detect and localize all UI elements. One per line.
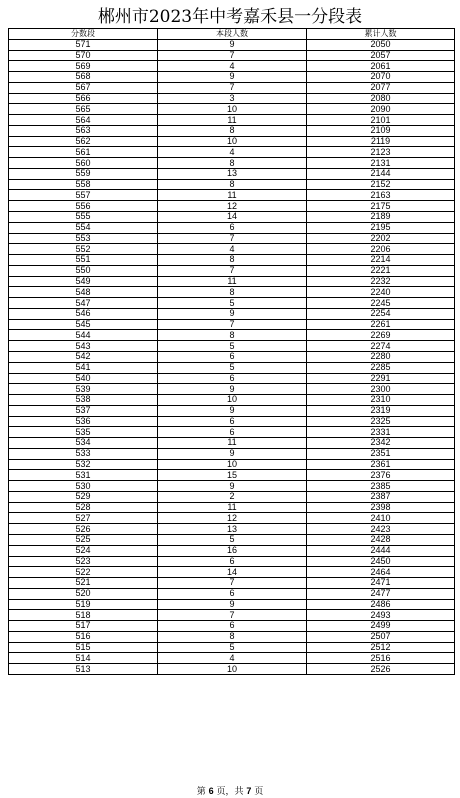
cell-cumulative: 2423 (307, 524, 455, 535)
cell-score: 531 (9, 470, 158, 481)
cell-score: 533 (9, 448, 158, 459)
table-header-row (9, 29, 455, 40)
table-row (9, 244, 455, 255)
table-row (9, 201, 455, 212)
cell-count: 11 (158, 502, 307, 513)
cell-count: 14 (158, 212, 307, 223)
page-title: 郴州市2023年中考嘉禾县一分段表 (97, 7, 363, 27)
cell-score: 550 (9, 265, 158, 276)
table-row (9, 351, 455, 362)
cell-score: 546 (9, 308, 158, 319)
cell-score: 535 (9, 427, 158, 438)
cell-score: 559 (9, 168, 158, 179)
cell-score: 524 (9, 545, 158, 556)
table-row (9, 115, 455, 126)
table-row (9, 212, 455, 223)
cell-cumulative: 2240 (307, 287, 455, 298)
cell-cumulative: 2202 (307, 233, 455, 244)
cell-cumulative: 2325 (307, 416, 455, 427)
cell-cumulative: 2090 (307, 104, 455, 115)
cell-score: 566 (9, 93, 158, 104)
table-row (9, 319, 455, 330)
cell-count: 11 (158, 276, 307, 287)
table-row (9, 255, 455, 266)
cell-cumulative: 2450 (307, 556, 455, 567)
table-row (9, 470, 455, 481)
cell-cumulative: 2331 (307, 427, 455, 438)
cell-score: 513 (9, 664, 158, 675)
cell-cumulative: 2516 (307, 653, 455, 664)
cell-cumulative: 2444 (307, 545, 455, 556)
cell-count: 9 (158, 384, 307, 395)
cell-count: 9 (158, 39, 307, 50)
table-row (9, 524, 455, 535)
cell-cumulative: 2274 (307, 341, 455, 352)
table-row (9, 631, 455, 642)
cell-score: 542 (9, 351, 158, 362)
cell-count: 8 (158, 125, 307, 136)
cell-count: 6 (158, 427, 307, 438)
table-row (9, 427, 455, 438)
cell-score: 526 (9, 524, 158, 535)
cell-count: 10 (158, 104, 307, 115)
cell-count: 15 (158, 470, 307, 481)
cell-cumulative: 2070 (307, 72, 455, 83)
cell-cumulative: 2310 (307, 395, 455, 406)
table-row (9, 190, 455, 201)
cell-score: 532 (9, 459, 158, 470)
cell-score: 558 (9, 179, 158, 190)
cell-count: 6 (158, 351, 307, 362)
cell-cumulative: 2057 (307, 50, 455, 61)
table-row (9, 481, 455, 492)
cell-count: 4 (158, 61, 307, 72)
cell-cumulative: 2152 (307, 179, 455, 190)
cell-score: 521 (9, 578, 158, 589)
cell-score: 536 (9, 416, 158, 427)
cell-cumulative: 2428 (307, 534, 455, 545)
table-row (9, 438, 455, 449)
cell-count: 7 (158, 265, 307, 276)
cell-count: 7 (158, 50, 307, 61)
cell-cumulative: 2080 (307, 93, 455, 104)
cell-score: 545 (9, 319, 158, 330)
cell-score: 525 (9, 534, 158, 545)
cell-score: 547 (9, 298, 158, 309)
cell-cumulative: 2526 (307, 664, 455, 675)
cell-score: 569 (9, 61, 158, 72)
cell-count: 10 (158, 136, 307, 147)
cell-cumulative: 2123 (307, 147, 455, 158)
table-row (9, 93, 455, 104)
cell-cumulative: 2221 (307, 265, 455, 276)
cell-count: 14 (158, 567, 307, 578)
table-row (9, 61, 455, 72)
cell-count: 9 (158, 481, 307, 492)
cell-score: 552 (9, 244, 158, 255)
score-table-container (8, 28, 454, 675)
cell-score: 556 (9, 201, 158, 212)
cell-cumulative: 2398 (307, 502, 455, 513)
cell-score: 553 (9, 233, 158, 244)
cell-score: 571 (9, 39, 158, 50)
table-row (9, 125, 455, 136)
cell-cumulative: 2300 (307, 384, 455, 395)
cell-count: 7 (158, 233, 307, 244)
table-row (9, 147, 455, 158)
cell-count: 10 (158, 459, 307, 470)
cell-count: 11 (158, 438, 307, 449)
cell-count: 2 (158, 491, 307, 502)
cell-score: 539 (9, 384, 158, 395)
cell-cumulative: 2144 (307, 168, 455, 179)
cell-score: 557 (9, 190, 158, 201)
table-row (9, 233, 455, 244)
cell-score: 540 (9, 373, 158, 384)
table-row (9, 179, 455, 190)
cell-score: 548 (9, 287, 158, 298)
cell-count: 6 (158, 621, 307, 632)
cell-score: 563 (9, 125, 158, 136)
cell-score: 530 (9, 481, 158, 492)
cell-count: 3 (158, 93, 307, 104)
table-row (9, 642, 455, 653)
table-row (9, 373, 455, 384)
cell-cumulative: 2351 (307, 448, 455, 459)
cell-count: 9 (158, 308, 307, 319)
cell-count: 6 (158, 588, 307, 599)
page-footer (0, 786, 460, 797)
cell-count: 6 (158, 222, 307, 233)
cell-count: 7 (158, 82, 307, 93)
footer-prefix: 第 (196, 787, 209, 797)
cell-score: 564 (9, 115, 158, 126)
cell-cumulative: 2245 (307, 298, 455, 309)
cell-count: 8 (158, 158, 307, 169)
score-distribution-table (8, 28, 455, 675)
table-row (9, 39, 455, 50)
cell-cumulative: 2285 (307, 362, 455, 373)
cell-count: 10 (158, 395, 307, 406)
cell-cumulative: 2101 (307, 115, 455, 126)
table-row (9, 308, 455, 319)
cell-count: 8 (158, 255, 307, 266)
cell-cumulative: 2280 (307, 351, 455, 362)
header-cumulative: 累计人数 (307, 29, 455, 40)
cell-cumulative: 2077 (307, 82, 455, 93)
cell-score: 555 (9, 212, 158, 223)
cell-cumulative: 2385 (307, 481, 455, 492)
cell-count: 9 (158, 405, 307, 416)
cell-score: 515 (9, 642, 158, 653)
cell-score: 516 (9, 631, 158, 642)
header-count: 本段人数 (158, 29, 307, 40)
cell-count: 9 (158, 448, 307, 459)
cell-count: 7 (158, 578, 307, 589)
cell-score: 518 (9, 610, 158, 621)
cell-cumulative: 2376 (307, 470, 455, 481)
footer-middle: 页，共 (213, 787, 247, 797)
cell-score: 541 (9, 362, 158, 373)
cell-count: 9 (158, 72, 307, 83)
cell-cumulative: 2050 (307, 39, 455, 50)
cell-cumulative: 2195 (307, 222, 455, 233)
cell-score: 567 (9, 82, 158, 93)
cell-score: 549 (9, 276, 158, 287)
cell-cumulative: 2410 (307, 513, 455, 524)
table-row (9, 330, 455, 341)
table-row (9, 298, 455, 309)
table-row (9, 459, 455, 470)
cell-count: 4 (158, 653, 307, 664)
table-row (9, 588, 455, 599)
cell-count: 7 (158, 610, 307, 621)
cell-cumulative: 2269 (307, 330, 455, 341)
cell-cumulative: 2499 (307, 621, 455, 632)
cell-count: 16 (158, 545, 307, 556)
table-row (9, 82, 455, 93)
table-row (9, 545, 455, 556)
cell-cumulative: 2361 (307, 459, 455, 470)
table-row (9, 384, 455, 395)
cell-score: 551 (9, 255, 158, 266)
cell-count: 5 (158, 534, 307, 545)
table-row (9, 610, 455, 621)
footer-suffix: 页 (251, 787, 264, 797)
cell-count: 5 (158, 298, 307, 309)
table-row (9, 513, 455, 524)
cell-cumulative: 2189 (307, 212, 455, 223)
cell-count: 6 (158, 373, 307, 384)
cell-score: 520 (9, 588, 158, 599)
cell-count: 8 (158, 631, 307, 642)
cell-score: 537 (9, 405, 158, 416)
cell-score: 568 (9, 72, 158, 83)
cell-count: 10 (158, 664, 307, 675)
cell-score: 538 (9, 395, 158, 406)
cell-cumulative: 2387 (307, 491, 455, 502)
cell-count: 12 (158, 513, 307, 524)
table-row (9, 72, 455, 83)
cell-cumulative: 2319 (307, 405, 455, 416)
cell-score: 527 (9, 513, 158, 524)
table-row (9, 341, 455, 352)
cell-score: 523 (9, 556, 158, 567)
table-row (9, 50, 455, 61)
table-row (9, 448, 455, 459)
table-row (9, 395, 455, 406)
cell-cumulative: 2131 (307, 158, 455, 169)
cell-score: 562 (9, 136, 158, 147)
cell-cumulative: 2214 (307, 255, 455, 266)
cell-score: 565 (9, 104, 158, 115)
cell-cumulative: 2477 (307, 588, 455, 599)
table-row (9, 168, 455, 179)
cell-count: 11 (158, 115, 307, 126)
footer-total-pages: 7 (246, 786, 252, 796)
table-row (9, 362, 455, 373)
cell-count: 7 (158, 319, 307, 330)
cell-count: 13 (158, 168, 307, 179)
cell-cumulative: 2254 (307, 308, 455, 319)
cell-score: 570 (9, 50, 158, 61)
table-row (9, 491, 455, 502)
cell-cumulative: 2206 (307, 244, 455, 255)
cell-score: 534 (9, 438, 158, 449)
cell-cumulative: 2507 (307, 631, 455, 642)
cell-cumulative: 2109 (307, 125, 455, 136)
cell-count: 5 (158, 642, 307, 653)
cell-count: 6 (158, 556, 307, 567)
cell-cumulative: 2261 (307, 319, 455, 330)
cell-count: 8 (158, 330, 307, 341)
table-row (9, 158, 455, 169)
table-row (9, 653, 455, 664)
table-row (9, 222, 455, 233)
cell-cumulative: 2464 (307, 567, 455, 578)
table-body (9, 39, 455, 674)
cell-cumulative: 2493 (307, 610, 455, 621)
cell-cumulative: 2471 (307, 578, 455, 589)
cell-score: 519 (9, 599, 158, 610)
cell-score: 561 (9, 147, 158, 158)
cell-cumulative: 2232 (307, 276, 455, 287)
cell-score: 517 (9, 621, 158, 632)
cell-count: 11 (158, 190, 307, 201)
cell-cumulative: 2061 (307, 61, 455, 72)
cell-count: 5 (158, 341, 307, 352)
table-row (9, 104, 455, 115)
cell-count: 13 (158, 524, 307, 535)
cell-count: 12 (158, 201, 307, 212)
cell-score: 554 (9, 222, 158, 233)
cell-cumulative: 2163 (307, 190, 455, 201)
cell-cumulative: 2175 (307, 201, 455, 212)
table-row (9, 599, 455, 610)
table-row (9, 265, 455, 276)
cell-count: 8 (158, 287, 307, 298)
cell-count: 4 (158, 147, 307, 158)
cell-score: 529 (9, 491, 158, 502)
cell-cumulative: 2342 (307, 438, 455, 449)
table-row (9, 621, 455, 632)
table-row (9, 556, 455, 567)
table-row (9, 534, 455, 545)
table-row (9, 502, 455, 513)
table-row (9, 567, 455, 578)
footer-page-number: 6 (208, 786, 214, 796)
header-score: 分数段 (9, 29, 158, 40)
cell-score: 560 (9, 158, 158, 169)
table-row (9, 405, 455, 416)
cell-count: 4 (158, 244, 307, 255)
cell-count: 9 (158, 599, 307, 610)
cell-cumulative: 2486 (307, 599, 455, 610)
table-row (9, 416, 455, 427)
cell-score: 528 (9, 502, 158, 513)
cell-score: 522 (9, 567, 158, 578)
cell-score: 543 (9, 341, 158, 352)
table-row (9, 136, 455, 147)
cell-cumulative: 2119 (307, 136, 455, 147)
cell-score: 544 (9, 330, 158, 341)
table-row (9, 578, 455, 589)
cell-cumulative: 2291 (307, 373, 455, 384)
cell-count: 6 (158, 416, 307, 427)
cell-score: 514 (9, 653, 158, 664)
table-row (9, 276, 455, 287)
cell-cumulative: 2512 (307, 642, 455, 653)
table-row (9, 287, 455, 298)
cell-count: 8 (158, 179, 307, 190)
cell-count: 5 (158, 362, 307, 373)
table-row (9, 664, 455, 675)
